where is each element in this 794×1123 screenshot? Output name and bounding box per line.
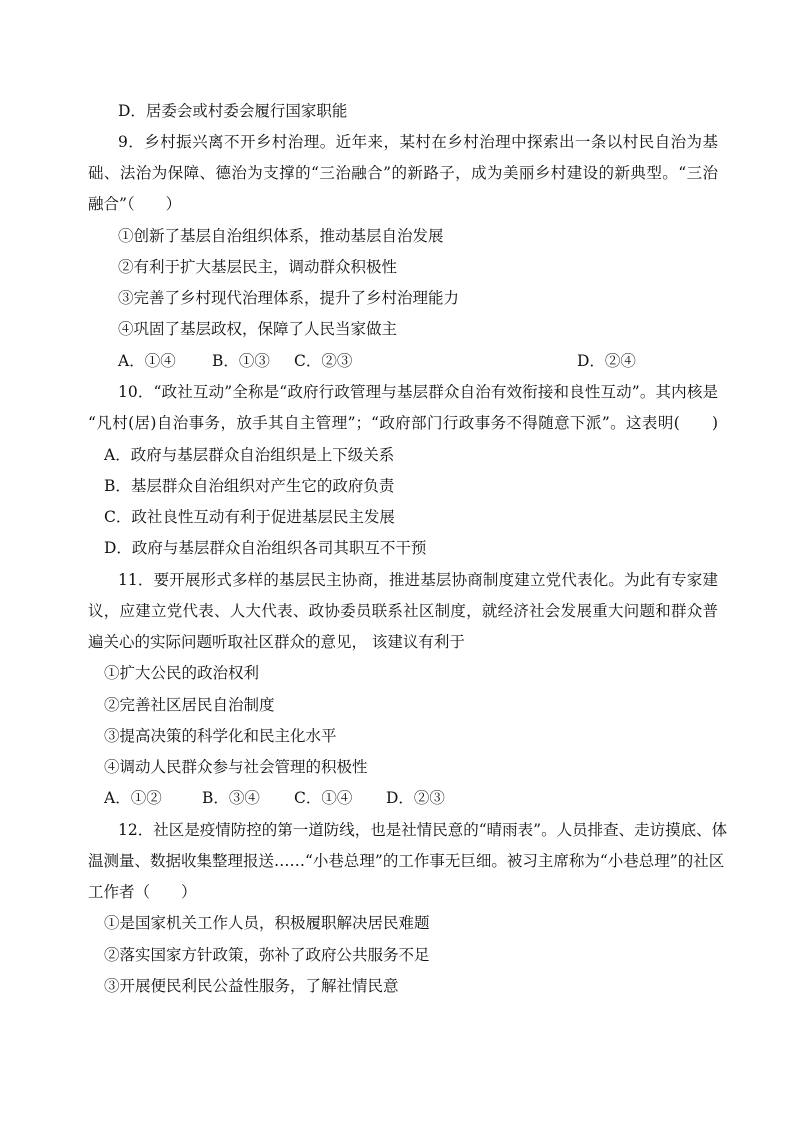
q10-stem-line-1: 10．“政社互动”全称是“政府行政管理与基层群众自治有效衔接和良性互动”。其内核是 <box>118 383 718 401</box>
q12-stem-line-2: 温测量、数据收集整理报送……“小巷总理”的工作事无巨细。被习主席称为“小巷总理”的社区 <box>88 852 725 870</box>
q12-statement-2: ②落实国家方针政策，弥补了政府公共服务不足 <box>104 946 430 964</box>
q11-statement-3: ③提高决策的科学化和民主化水平 <box>104 727 337 745</box>
q12-stem-line-1: 12．社区是疫情防控的第一道防线，也是社情民意的“晴雨表”。人员排查、走访摸底、体 <box>118 821 728 839</box>
q9-option-b: B．①③ <box>212 352 270 370</box>
q10-stem-line-2: “凡村(居)自治事务，放手其自主管理”；“政府部门行政事务不得随意下派”。这表明( ) <box>88 414 718 432</box>
q9-option-d: D．②④ <box>577 352 636 370</box>
q12-statement-3: ③开展便民利民公益性服务，了解社情民意 <box>104 977 399 995</box>
q9-statement-1: ①创新了基层自治组织体系，推动基层自治发展 <box>118 227 444 245</box>
q11-option-b: B．③④ <box>202 789 260 807</box>
q9-statement-3: ③完善了乡村现代治理体系，提升了乡村治理能力 <box>118 289 460 307</box>
q9-stem-line-2: 础、法治为保障、德治为支撑的“三治融合”的新路子，成为美丽乡村建设的新典型。“三治 <box>88 164 718 182</box>
q9-statement-4: ④巩固了基层政权，保障了人民当家做主 <box>118 320 398 338</box>
q9-option-a: A．①④ <box>118 352 176 370</box>
q11-option-a: A．①② <box>104 789 162 807</box>
q11-statement-4: ④调动人民群众参与社会管理的积极性 <box>104 758 368 776</box>
q10-option-a: A．政府与基层群众自治组织是上下级关系 <box>104 446 395 464</box>
q9-stem-line-3: 融合”（ ） <box>88 195 182 213</box>
q10-option-d: D．政府与基层群众自治组织各司其职互不干预 <box>104 539 427 557</box>
q11-option-d: D．②③ <box>386 789 445 807</box>
q9-statement-2: ②有利于扩大基层民主，调动群众积极性 <box>118 258 398 276</box>
q11-option-c: C．①④ <box>294 789 353 807</box>
q10-option-c: C．政社良性互动有利于促进基层民主发展 <box>104 508 395 526</box>
q9-option-c: C．②③ <box>294 352 353 370</box>
q12-stem-line-3: 工作者（ ） <box>88 883 197 901</box>
q11-stem-line-1: 11．要开展形式多样的基层民主协商，推进基层协商制度建立党代表化。为此有专家建 <box>118 571 718 589</box>
q9-stem-line-1: 9．乡村振兴离不开乡村治理。近年来，某村在乡村治理中探索出一条以村民自治为基 <box>118 133 718 151</box>
q11-statement-2: ②完善社区居民自治制度 <box>104 696 275 714</box>
q8-option-d: D．居委会或村委会履行国家职能 <box>118 102 348 120</box>
q11-statement-1: ①扩大公民的政治权利 <box>104 664 260 682</box>
q11-stem-line-3: 遍关心的实际问题听取社区群众的意见， 该建议有利于 <box>88 633 465 651</box>
q10-option-b: B．基层群众自治组织对产生它的政府负责 <box>104 477 395 495</box>
q12-statement-1: ①是国家机关工作人员，积极履职解决居民难题 <box>104 914 430 932</box>
q11-stem-line-2: 议，应建立党代表、人大代表、政协委员联系社区制度，就经济社会发展重大问题和群众普 <box>88 602 718 620</box>
